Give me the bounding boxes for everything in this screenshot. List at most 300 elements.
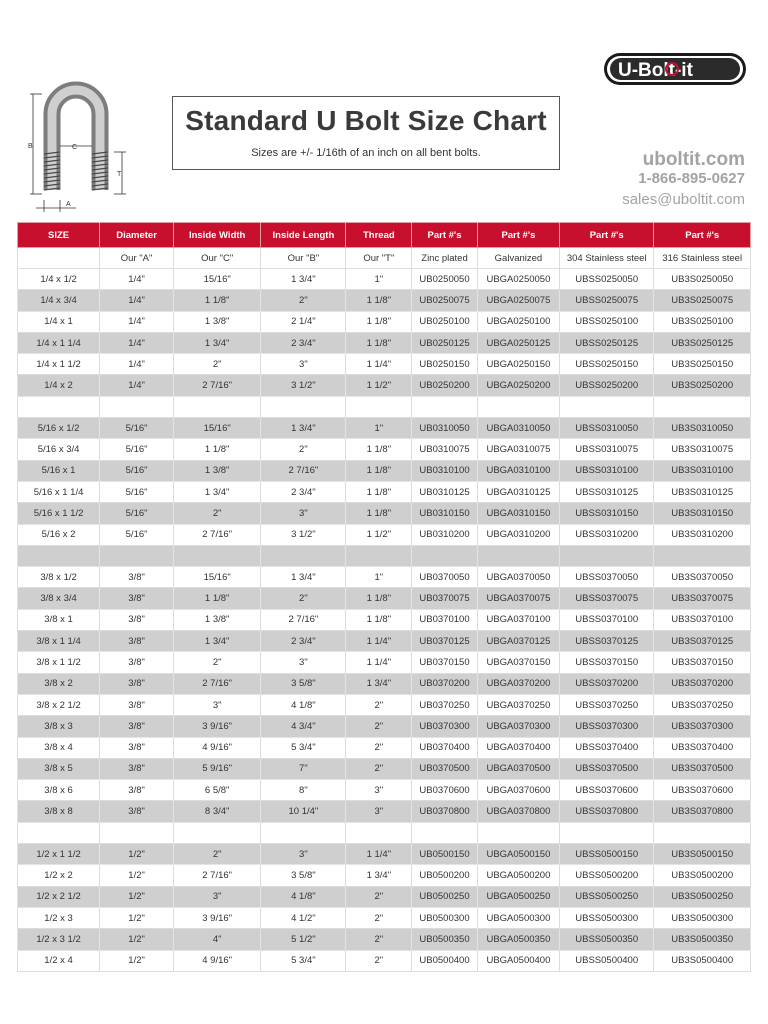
table-cell: 3/8" bbox=[100, 716, 174, 737]
table-row bbox=[18, 716, 751, 737]
table-cell bbox=[174, 822, 261, 843]
table-cell: 1/4" bbox=[100, 332, 174, 353]
table-cell bbox=[654, 396, 751, 417]
table-cell: UBSS0370250 bbox=[559, 694, 653, 715]
table-cell: UB0500250 bbox=[412, 886, 478, 907]
table-row bbox=[18, 588, 751, 609]
table-cell bbox=[654, 545, 751, 566]
subheader-row bbox=[18, 248, 751, 269]
table-cell: UBGA0370050 bbox=[477, 567, 559, 588]
table-cell: 1 1/8" bbox=[346, 460, 412, 481]
table-cell: 1 3/4" bbox=[174, 481, 261, 502]
table-cell bbox=[477, 545, 559, 566]
table-cell bbox=[261, 545, 346, 566]
table-cell: UBSS0250050 bbox=[559, 269, 653, 290]
table-row bbox=[18, 418, 751, 439]
table-row bbox=[18, 269, 751, 290]
table-cell: UB3S0500350 bbox=[654, 929, 751, 950]
table-cell: 2 7/16" bbox=[174, 673, 261, 694]
table-cell: UB0500350 bbox=[412, 929, 478, 950]
table-cell: 5/16 x 1/2 bbox=[18, 418, 100, 439]
table-cell: 1 3/4" bbox=[261, 269, 346, 290]
table-cell: 4" bbox=[174, 929, 261, 950]
table-cell: 2 7/16" bbox=[261, 609, 346, 630]
table-cell: UBSS0370600 bbox=[559, 780, 653, 801]
table-cell: 3/8 x 4 bbox=[18, 737, 100, 758]
table-cell: UBSS0500400 bbox=[559, 950, 653, 971]
table-cell: 3/8" bbox=[100, 673, 174, 694]
table-row bbox=[18, 631, 751, 652]
table-cell: UBSS0370125 bbox=[559, 631, 653, 652]
table-cell: 1 1/8" bbox=[346, 332, 412, 353]
table-cell: UB3S0500200 bbox=[654, 865, 751, 886]
table-cell: 15/16" bbox=[174, 269, 261, 290]
table-cell: 2" bbox=[174, 844, 261, 865]
table-cell: 2" bbox=[261, 588, 346, 609]
table-cell: UBSS0310125 bbox=[559, 481, 653, 502]
table-cell: 5 3/4" bbox=[261, 737, 346, 758]
table-cell: 1 1/8" bbox=[346, 609, 412, 630]
table-cell: UBGA0500250 bbox=[477, 886, 559, 907]
table-cell: 3/8" bbox=[100, 801, 174, 822]
table-cell: 2" bbox=[346, 929, 412, 950]
table-cell: 4 1/8" bbox=[261, 694, 346, 715]
table-row bbox=[18, 865, 751, 886]
table-cell: 3/8 x 2 bbox=[18, 673, 100, 694]
table-cell: 4 9/16" bbox=[174, 950, 261, 971]
table-cell: 2" bbox=[346, 907, 412, 928]
table-cell: UB3S0370250 bbox=[654, 694, 751, 715]
table-cell: 2" bbox=[346, 694, 412, 715]
header-cell: Diameter bbox=[100, 223, 174, 248]
size-chart-table bbox=[17, 222, 751, 972]
table-cell bbox=[100, 545, 174, 566]
table-cell: 2 7/16" bbox=[261, 460, 346, 481]
table-cell: UB3S0250100 bbox=[654, 311, 751, 332]
table-cell: UB3S0370050 bbox=[654, 567, 751, 588]
table-cell: 4 1/2" bbox=[261, 907, 346, 928]
table-cell: 1" bbox=[346, 269, 412, 290]
table-cell: 1 1/8" bbox=[174, 439, 261, 460]
a-label: A bbox=[66, 201, 71, 208]
table-cell bbox=[559, 545, 653, 566]
table-cell: UB3S0310075 bbox=[654, 439, 751, 460]
table-cell: 2" bbox=[261, 290, 346, 311]
table-cell bbox=[477, 396, 559, 417]
table-cell: 1" bbox=[346, 418, 412, 439]
table-cell: 1/2 x 3 bbox=[18, 907, 100, 928]
table-cell: 2" bbox=[346, 737, 412, 758]
table-cell: 3" bbox=[346, 780, 412, 801]
table-cell: UB3S0500400 bbox=[654, 950, 751, 971]
table-cell: UB3S0310100 bbox=[654, 460, 751, 481]
table-cell: 5/16" bbox=[100, 418, 174, 439]
table-cell: 1 1/8" bbox=[346, 439, 412, 460]
table-cell: 3" bbox=[261, 503, 346, 524]
table-cell: UB0370300 bbox=[412, 716, 478, 737]
table-cell: 1/2 x 2 bbox=[18, 865, 100, 886]
table-cell: UBGA0370100 bbox=[477, 609, 559, 630]
table-cell: UB0500300 bbox=[412, 907, 478, 928]
table-cell bbox=[412, 545, 478, 566]
table-cell bbox=[412, 822, 478, 843]
table-cell: UBSS0310075 bbox=[559, 439, 653, 460]
table-cell: 1/2" bbox=[100, 886, 174, 907]
table-cell: UBSS0370300 bbox=[559, 716, 653, 737]
table-cell: 3/8 x 1 bbox=[18, 609, 100, 630]
table-cell: 3/8 x 1/2 bbox=[18, 567, 100, 588]
subheader-cell: Our "B" bbox=[261, 248, 346, 269]
table-cell: UB3S0310125 bbox=[654, 481, 751, 502]
table-cell: 1 1/8" bbox=[174, 290, 261, 311]
table-cell bbox=[18, 545, 100, 566]
table-cell bbox=[261, 822, 346, 843]
table-row bbox=[18, 886, 751, 907]
table-cell: 3/8 x 1 1/2 bbox=[18, 652, 100, 673]
table-cell: UBSS0370050 bbox=[559, 567, 653, 588]
table-cell: UB0310075 bbox=[412, 439, 478, 460]
table-cell: 1 1/8" bbox=[346, 588, 412, 609]
table-cell: UB0250200 bbox=[412, 375, 478, 396]
table-cell bbox=[654, 822, 751, 843]
table-cell: UBSS0250125 bbox=[559, 332, 653, 353]
table-cell: UBSS0310150 bbox=[559, 503, 653, 524]
table-cell: UBGA0370075 bbox=[477, 588, 559, 609]
table-cell: UB0500200 bbox=[412, 865, 478, 886]
subheader-cell: 304 Stainless steel bbox=[559, 248, 653, 269]
table-row bbox=[18, 652, 751, 673]
table-cell: 5/16 x 1 bbox=[18, 460, 100, 481]
subheader-cell: Zinc plated bbox=[412, 248, 478, 269]
table-row bbox=[18, 396, 751, 417]
table-cell: 1/2" bbox=[100, 950, 174, 971]
table-cell: 1 3/4" bbox=[261, 418, 346, 439]
table-cell: UB3S0250050 bbox=[654, 269, 751, 290]
table-cell: 3" bbox=[346, 801, 412, 822]
table-cell: UBSS0370100 bbox=[559, 609, 653, 630]
table-cell: UB0370600 bbox=[412, 780, 478, 801]
table-cell: 1/2 x 4 bbox=[18, 950, 100, 971]
table-row bbox=[18, 567, 751, 588]
table-cell: 1/4" bbox=[100, 269, 174, 290]
table-cell: UBGA0310075 bbox=[477, 439, 559, 460]
table-cell: UBGA0250100 bbox=[477, 311, 559, 332]
table-cell: UB0250050 bbox=[412, 269, 478, 290]
table-row bbox=[18, 929, 751, 950]
table-cell: UB3S0250125 bbox=[654, 332, 751, 353]
table-cell: UB3S0370150 bbox=[654, 652, 751, 673]
table-cell: UB3S0370200 bbox=[654, 673, 751, 694]
table-cell: 1 3/4" bbox=[346, 865, 412, 886]
table-cell: 5/16 x 1 1/2 bbox=[18, 503, 100, 524]
table-cell bbox=[174, 396, 261, 417]
table-cell bbox=[346, 822, 412, 843]
table-cell: UB0310200 bbox=[412, 524, 478, 545]
table-cell: UB0370250 bbox=[412, 694, 478, 715]
table-cell: UB0370500 bbox=[412, 758, 478, 779]
table-cell: 2 7/16" bbox=[174, 375, 261, 396]
table-cell bbox=[412, 396, 478, 417]
table-cell: 5/16" bbox=[100, 460, 174, 481]
table-cell: 3 1/2" bbox=[261, 375, 346, 396]
table-cell: 1 1/4" bbox=[346, 844, 412, 865]
table-cell: 8" bbox=[261, 780, 346, 801]
table-row bbox=[18, 311, 751, 332]
table-cell: UBGA0500150 bbox=[477, 844, 559, 865]
table-cell: 5/16 x 1 1/4 bbox=[18, 481, 100, 502]
page-subtitle: Sizes are +/- 1/16th of an inch on all bent bolts. bbox=[251, 147, 481, 159]
table-cell: 3/8 x 2 1/2 bbox=[18, 694, 100, 715]
u-bolt-diagram bbox=[22, 72, 132, 212]
table-cell: UBGA0250150 bbox=[477, 354, 559, 375]
table-cell: UBGA0250125 bbox=[477, 332, 559, 353]
table-cell: 1/4" bbox=[100, 375, 174, 396]
table-cell: UB0370400 bbox=[412, 737, 478, 758]
table-cell: 3/8" bbox=[100, 780, 174, 801]
table-cell: UBGA0250050 bbox=[477, 269, 559, 290]
header-cell: Part #'s bbox=[412, 223, 478, 248]
table-cell: 1 3/4" bbox=[261, 567, 346, 588]
table-cell: 3" bbox=[261, 844, 346, 865]
table-cell: UBGA0310100 bbox=[477, 460, 559, 481]
table-cell: 2 1/4" bbox=[261, 311, 346, 332]
table-cell: 1/2" bbox=[100, 865, 174, 886]
table-cell: UBSS0310200 bbox=[559, 524, 653, 545]
table-cell: UB3S0310200 bbox=[654, 524, 751, 545]
table-cell: UBSS0310100 bbox=[559, 460, 653, 481]
table-row bbox=[18, 439, 751, 460]
table-cell: 3/8" bbox=[100, 567, 174, 588]
table-cell: UB0370800 bbox=[412, 801, 478, 822]
table-cell: 2 7/16" bbox=[174, 524, 261, 545]
table-cell: UB0310100 bbox=[412, 460, 478, 481]
table-cell: UBGA0370500 bbox=[477, 758, 559, 779]
table-cell: 5/16 x 2 bbox=[18, 524, 100, 545]
table-cell: 3/8" bbox=[100, 737, 174, 758]
table-cell: 1 1/8" bbox=[174, 588, 261, 609]
table-cell: 3 5/8" bbox=[261, 865, 346, 886]
table-cell: UBGA0500300 bbox=[477, 907, 559, 928]
table-cell: 15/16" bbox=[174, 567, 261, 588]
table-row bbox=[18, 481, 751, 502]
table-row bbox=[18, 758, 751, 779]
table-cell: 1 1/8" bbox=[346, 481, 412, 502]
table-cell: 3/8" bbox=[100, 694, 174, 715]
table-cell: UBSS0370200 bbox=[559, 673, 653, 694]
table-cell: 1 1/4" bbox=[346, 354, 412, 375]
table-cell: 3/8 x 1 1/4 bbox=[18, 631, 100, 652]
table-cell: UB3S0500300 bbox=[654, 907, 751, 928]
subheader-cell: Our "T" bbox=[346, 248, 412, 269]
table-cell: UB0250075 bbox=[412, 290, 478, 311]
table-cell: UBGA0370800 bbox=[477, 801, 559, 822]
logo-text: U-Bolt-it bbox=[618, 60, 693, 81]
header-cell: Thread bbox=[346, 223, 412, 248]
subheader-cell: Galvanized bbox=[477, 248, 559, 269]
table-cell bbox=[100, 822, 174, 843]
table-cell: 1 1/8" bbox=[346, 503, 412, 524]
table-cell: UBGA0500400 bbox=[477, 950, 559, 971]
table-row bbox=[18, 524, 751, 545]
table-cell: UB0370200 bbox=[412, 673, 478, 694]
table-cell: 6 5/8" bbox=[174, 780, 261, 801]
table-cell: UBSS0500300 bbox=[559, 907, 653, 928]
table-cell: 3 9/16" bbox=[174, 716, 261, 737]
table-cell: UB0250100 bbox=[412, 311, 478, 332]
table-cell: UBSS0500250 bbox=[559, 886, 653, 907]
table-cell: UB0250150 bbox=[412, 354, 478, 375]
table-cell: 3/8" bbox=[100, 652, 174, 673]
table-cell: 1/4 x 1 bbox=[18, 311, 100, 332]
table-cell: 5/16 x 3/4 bbox=[18, 439, 100, 460]
table-cell: 3" bbox=[261, 652, 346, 673]
table-cell: 1 3/4" bbox=[174, 332, 261, 353]
table-row bbox=[18, 780, 751, 801]
table-cell: 5/16" bbox=[100, 503, 174, 524]
header-cell: Part #'s bbox=[477, 223, 559, 248]
table-cell: UBGA0370200 bbox=[477, 673, 559, 694]
table-cell: 2 3/4" bbox=[261, 631, 346, 652]
table-cell: 1/4" bbox=[100, 290, 174, 311]
table-row bbox=[18, 844, 751, 865]
table-cell: UB3S0370500 bbox=[654, 758, 751, 779]
table-cell: 3 1/2" bbox=[261, 524, 346, 545]
table-cell: UBSS0500200 bbox=[559, 865, 653, 886]
contact-info bbox=[622, 150, 745, 210]
table-cell: 3/8 x 3/4 bbox=[18, 588, 100, 609]
subheader-cell: Our "A" bbox=[100, 248, 174, 269]
table-cell: UBGA0310200 bbox=[477, 524, 559, 545]
table-cell: 1 3/8" bbox=[174, 460, 261, 481]
table-cell: UB0370075 bbox=[412, 588, 478, 609]
table-row bbox=[18, 673, 751, 694]
table-cell: 1 3/4" bbox=[174, 631, 261, 652]
table-cell: 4 9/16" bbox=[174, 737, 261, 758]
table-cell bbox=[18, 396, 100, 417]
table-cell: UB3S0500250 bbox=[654, 886, 751, 907]
table-cell: 5/16" bbox=[100, 524, 174, 545]
table-body bbox=[18, 269, 751, 972]
table-cell: 3 5/8" bbox=[261, 673, 346, 694]
table-cell: UB3S0370100 bbox=[654, 609, 751, 630]
header-row bbox=[18, 223, 751, 248]
table-cell: 1/2" bbox=[100, 844, 174, 865]
table-cell: 3/8 x 6 bbox=[18, 780, 100, 801]
table-cell: UB0310125 bbox=[412, 481, 478, 502]
table-cell bbox=[346, 545, 412, 566]
table-row bbox=[18, 609, 751, 630]
table-cell bbox=[100, 396, 174, 417]
table-cell: UBSS0370500 bbox=[559, 758, 653, 779]
table-cell: UBSS0370075 bbox=[559, 588, 653, 609]
subheader-cell: 316 Stainless steel bbox=[654, 248, 751, 269]
table-cell: 2 3/4" bbox=[261, 481, 346, 502]
table-cell: UBSS0370150 bbox=[559, 652, 653, 673]
table-cell: 3/8" bbox=[100, 631, 174, 652]
header-cell: Part #'s bbox=[559, 223, 653, 248]
table-cell bbox=[18, 822, 100, 843]
table-cell: UBGA0370150 bbox=[477, 652, 559, 673]
table-cell: UB3S0250150 bbox=[654, 354, 751, 375]
table-cell bbox=[477, 822, 559, 843]
table-cell: 7" bbox=[261, 758, 346, 779]
table-cell: UBGA0370300 bbox=[477, 716, 559, 737]
table-cell: UB3S0310150 bbox=[654, 503, 751, 524]
table-row bbox=[18, 950, 751, 971]
table-cell: 3" bbox=[174, 886, 261, 907]
table-cell: UB0370125 bbox=[412, 631, 478, 652]
header-cell: Inside Length bbox=[261, 223, 346, 248]
table-cell: 1/4" bbox=[100, 354, 174, 375]
table-cell: 2" bbox=[346, 950, 412, 971]
table-row bbox=[18, 545, 751, 566]
table-cell: 5/16" bbox=[100, 481, 174, 502]
table-cell: 1 1/8" bbox=[346, 311, 412, 332]
table-cell: 3/8" bbox=[100, 758, 174, 779]
subheader-cell bbox=[18, 248, 100, 269]
table-cell: UB3S0370800 bbox=[654, 801, 751, 822]
table-cell: 15/16" bbox=[174, 418, 261, 439]
table-cell: UB0500400 bbox=[412, 950, 478, 971]
table-cell: 1 1/4" bbox=[346, 631, 412, 652]
table-cell: 1/2" bbox=[100, 907, 174, 928]
table-cell: UBSS0370800 bbox=[559, 801, 653, 822]
table-cell: 5 3/4" bbox=[261, 950, 346, 971]
table-cell: UBGA0250075 bbox=[477, 290, 559, 311]
header-cell: Part #'s bbox=[654, 223, 751, 248]
table-row bbox=[18, 290, 751, 311]
table-cell: 1 3/8" bbox=[174, 609, 261, 630]
table-cell: 1/4 x 1 1/4 bbox=[18, 332, 100, 353]
table-cell: UBSS0500350 bbox=[559, 929, 653, 950]
table-cell: UB3S0500150 bbox=[654, 844, 751, 865]
table-row bbox=[18, 801, 751, 822]
table-cell bbox=[174, 545, 261, 566]
table-cell: 3/8" bbox=[100, 609, 174, 630]
table-cell: 2" bbox=[174, 652, 261, 673]
table-cell bbox=[346, 396, 412, 417]
table-cell: UBSS0370400 bbox=[559, 737, 653, 758]
table-cell: 1/4" bbox=[100, 311, 174, 332]
table-cell: 4 3/4" bbox=[261, 716, 346, 737]
header-cell: SIZE bbox=[18, 223, 100, 248]
table-cell: 2" bbox=[174, 354, 261, 375]
table-cell: 2" bbox=[346, 716, 412, 737]
title-box bbox=[172, 96, 560, 170]
table-row bbox=[18, 822, 751, 843]
table-cell: 2" bbox=[346, 886, 412, 907]
table-cell: UBGA0310150 bbox=[477, 503, 559, 524]
table-cell: UBGA0500350 bbox=[477, 929, 559, 950]
table-cell: 3" bbox=[174, 694, 261, 715]
table-cell: 1/4 x 2 bbox=[18, 375, 100, 396]
subheader-cell: Our "C" bbox=[174, 248, 261, 269]
table-cell bbox=[261, 396, 346, 417]
table-cell: UBSS0310050 bbox=[559, 418, 653, 439]
table-cell: UB3S0250075 bbox=[654, 290, 751, 311]
table-cell: 3/8" bbox=[100, 588, 174, 609]
table-cell: 1/2 x 3 1/2 bbox=[18, 929, 100, 950]
table-row bbox=[18, 694, 751, 715]
table-cell: UB3S0370600 bbox=[654, 780, 751, 801]
table-cell: UBGA0310125 bbox=[477, 481, 559, 502]
table-cell: 1 1/2" bbox=[346, 375, 412, 396]
table-row bbox=[18, 375, 751, 396]
email-text: sales@uboltit.com bbox=[622, 191, 745, 208]
table-cell: 1 1/8" bbox=[346, 290, 412, 311]
table-cell: 5 1/2" bbox=[261, 929, 346, 950]
header-cell: Inside Width bbox=[174, 223, 261, 248]
